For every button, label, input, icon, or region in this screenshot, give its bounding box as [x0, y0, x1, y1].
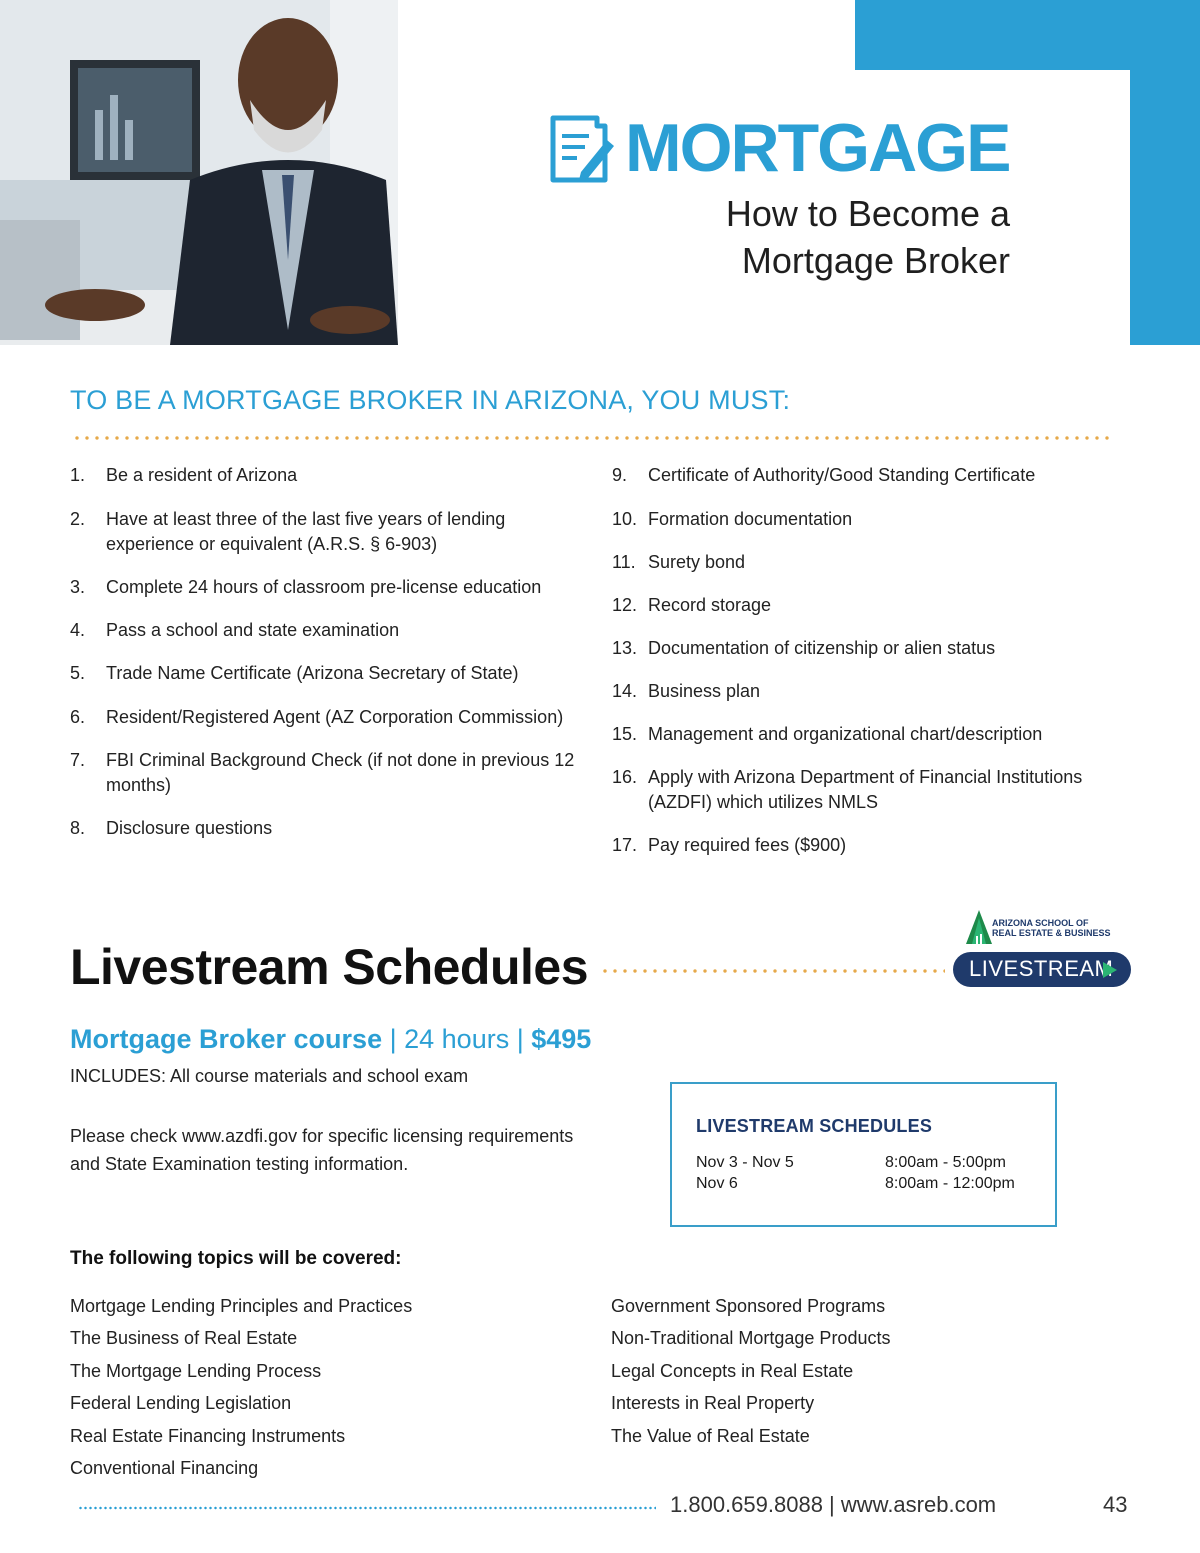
topic-item: The Value of Real Estate	[611, 1425, 810, 1446]
requirement-number: 12.	[612, 595, 638, 615]
topics-heading: The following topics will be covered:	[70, 1248, 402, 1269]
requirement-item	[70, 748, 585, 798]
requirement-number: 6.	[70, 707, 86, 727]
requirement-item	[612, 463, 1132, 488]
requirement-text: Pass a school and state examination	[106, 620, 400, 640]
requirement-number: 8.	[70, 818, 86, 838]
school-tree-icon	[964, 908, 994, 948]
schedule-box	[670, 1082, 1057, 1227]
requirement-item	[612, 765, 1132, 815]
course-summary	[70, 1024, 591, 1055]
course-includes: INCLUDES: All course materials and school exam	[70, 1066, 469, 1086]
requirement-item	[612, 507, 1132, 532]
schedule-dates: Nov 3 - Nov 5	[696, 1154, 794, 1171]
businessman-photo-image	[0, 0, 398, 345]
course-hours: 24 hours	[404, 1024, 510, 1054]
header-photo	[0, 0, 398, 345]
schedule-dates: Nov 6	[696, 1175, 738, 1192]
schedule-time: 8:00am - 5:00pm	[885, 1154, 1006, 1171]
requirement-item	[70, 661, 585, 686]
requirement-text: Management and organizational chart/description	[648, 724, 1043, 744]
topic-item: The Mortgage Lending Process	[70, 1360, 322, 1381]
mortgage-logo	[545, 108, 1015, 188]
requirement-item	[70, 463, 585, 488]
requirements-heading: TO BE A MORTGAGE BROKER IN ARIZONA, YOU MUST:	[70, 385, 791, 415]
requirement-item	[70, 618, 585, 643]
livestream-badge	[953, 952, 1131, 987]
requirement-text: FBI Criminal Background Check (if not done in previous 12 months)	[106, 750, 575, 795]
course-name: Mortgage Broker course	[70, 1024, 383, 1054]
accent-bar-side	[1130, 70, 1200, 345]
requirement-number: 1.	[70, 465, 86, 485]
requirement-item	[612, 833, 1132, 858]
requirement-item	[612, 636, 1132, 661]
requirement-item	[612, 679, 1132, 704]
requirement-number: 7.	[70, 750, 86, 770]
requirement-text: Business plan	[648, 681, 761, 701]
school-name-line-1: ARIZONA SCHOOL OF	[992, 918, 1089, 928]
requirement-item	[612, 722, 1132, 747]
topic-item: Conventional Financing	[70, 1458, 259, 1479]
accent-bar-top	[855, 0, 1200, 70]
subtitle-line-2: Mortgage Broker	[741, 240, 1010, 281]
course-separator-1: |	[382, 1024, 405, 1054]
requirement-text: Have at least three of the last five years of lending experience or equivalent (A.R.S. § 6-903)	[106, 509, 506, 554]
schedule-time: 8:00am - 12:00pm	[885, 1175, 1015, 1192]
requirements-list-right	[612, 463, 1132, 858]
topic-item: Interests in Real Property	[611, 1393, 815, 1414]
requirement-text: Formation documentation	[648, 509, 853, 529]
school-name	[992, 918, 1111, 938]
requirement-item	[70, 705, 585, 730]
topic-item: Federal Lending Legislation	[70, 1393, 292, 1414]
requirement-number: 2.	[70, 509, 86, 529]
requirement-number: 5.	[70, 663, 86, 683]
requirement-number: 15.	[612, 724, 638, 744]
topic-item: Mortgage Lending Principles and Practices	[70, 1296, 413, 1316]
requirement-number: 16.	[612, 767, 638, 787]
requirement-text: Record storage	[648, 595, 772, 615]
topics-list-right	[611, 1290, 1131, 1452]
requirement-number: 10.	[612, 509, 638, 529]
requirement-item	[612, 593, 1132, 618]
page-number: 43	[1103, 1492, 1128, 1517]
topic-item: Real Estate Financing Instruments	[70, 1425, 346, 1446]
livestream-dotted-divider	[600, 969, 945, 973]
subtitle-line-1: How to Become a	[725, 193, 1010, 234]
requirement-item	[70, 816, 585, 841]
document-pen-icon	[545, 112, 615, 186]
livestream-badge-label: LIVESTREAM	[969, 956, 1114, 981]
livestream-title: Livestream Schedules	[70, 939, 589, 995]
requirement-text: Certificate of Authority/Good Standing Certificate	[648, 465, 1036, 485]
footer-dotted-divider	[78, 1506, 656, 1510]
requirement-number: 3.	[70, 577, 86, 597]
requirement-text: Trade Name Certificate (Arizona Secretary of State)	[106, 663, 519, 683]
requirement-number: 11.	[612, 552, 636, 572]
requirement-text: Be a resident of Arizona	[106, 465, 298, 485]
requirement-text: Pay required fees ($900)	[648, 835, 847, 855]
requirement-number: 13.	[612, 638, 638, 658]
topic-item: Government Sponsored Programs	[611, 1296, 886, 1316]
requirement-item	[612, 550, 1132, 575]
logo-wordmark: MORTGAGE	[625, 110, 1010, 186]
requirement-number: 17.	[612, 835, 638, 855]
requirement-number: 4.	[70, 620, 86, 640]
requirement-text: Documentation of citizenship or alien status	[648, 638, 996, 658]
requirement-item	[70, 507, 585, 557]
school-logo	[962, 908, 1132, 948]
requirement-text: Disclosure questions	[106, 818, 273, 838]
dotted-divider	[72, 436, 1112, 440]
footer-contact: 1.800.659.8088 | www.asreb.com	[670, 1492, 997, 1517]
requirement-text: Complete 24 hours of classroom pre-license education	[106, 577, 542, 597]
requirement-item	[70, 575, 585, 600]
schedule-title: LIVESTREAM SCHEDULES	[696, 1116, 933, 1136]
page-subtitle	[610, 190, 1010, 284]
course-separator-2: |	[509, 1024, 532, 1054]
requirement-text: Surety bond	[648, 552, 746, 572]
course-price: $495	[531, 1024, 592, 1054]
topic-item: Legal Concepts in Real Estate	[611, 1360, 854, 1381]
requirement-number: 14.	[612, 681, 638, 701]
licensing-note: Please check www.azdfi.gov for specific licensing requirements and State Examination testing information.	[70, 1126, 574, 1174]
requirement-number: 9.	[612, 465, 628, 485]
topics-list-left	[70, 1290, 590, 1484]
topic-item: Non-Traditional Mortgage Products	[611, 1328, 891, 1349]
schedule-row	[696, 1154, 1036, 1172]
school-name-line-2: REAL ESTATE & BUSINESS	[992, 928, 1111, 938]
play-icon	[1103, 962, 1117, 978]
topic-item: The Business of Real Estate	[70, 1328, 298, 1349]
requirement-text: Apply with Arizona Department of Financial Institutions (AZDFI) which utilizes NMLS	[648, 767, 1083, 812]
requirements-list-left	[70, 463, 585, 841]
schedule-row	[696, 1175, 1036, 1193]
requirement-text: Resident/Registered Agent (AZ Corporation Commission)	[106, 707, 564, 727]
